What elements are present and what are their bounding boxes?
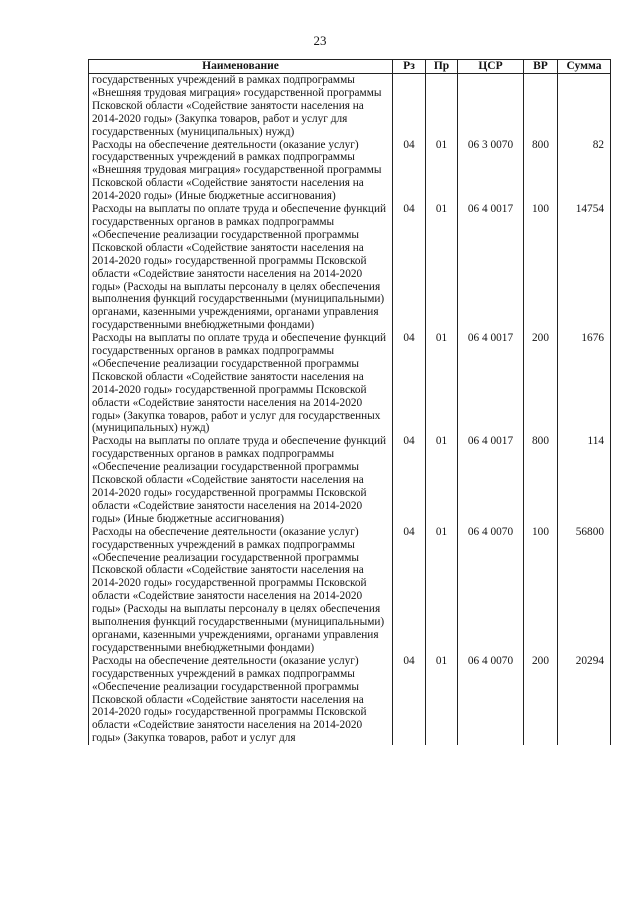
cell-rz: 04 <box>393 203 426 332</box>
cell-pr: 01 <box>426 655 458 745</box>
cell-pr: 01 <box>426 332 458 435</box>
cell-vr: 800 <box>524 435 558 525</box>
cell-rz: 04 <box>393 435 426 525</box>
cell-csr: 06 4 0017 <box>458 332 524 435</box>
page-number: 23 <box>313 33 327 48</box>
header-sum: Сумма <box>558 60 611 74</box>
continuation-text: государственных учреждений в рамках подпрограммы «Внешняя трудовая миграция» государственной программы Псковской области «Содействие занятости населения на 2014-2020 годы» (Закупка товаров, работ и услуг для государственных (муниципальных) нужд) <box>89 74 393 139</box>
budget-table <box>88 59 611 745</box>
cell-name: Расходы на выплаты по оплате труда и обеспечение функций государственных органов в рамках подпрограммы «Обеспечение реализации государственной программы Псковской области «Содействие занятости населения на 2014-2020 годы» государственной программы Псковской области «Содействие занятости населения на 2014-2020 годы» (Расходы на выплаты персоналу в целях обеспечения выполнения функций государственными (муниципальными) органами, казенными учреждениями, органами управления государственными внебюджетными фондами) <box>89 203 393 332</box>
cell-rz <box>393 74 426 139</box>
cell-sum: 14754 <box>558 203 611 332</box>
cell-csr: 06 4 0017 <box>458 435 524 525</box>
table-row <box>89 139 611 204</box>
cell-rz: 04 <box>393 332 426 435</box>
cell-vr <box>524 74 558 139</box>
cell-vr: 200 <box>524 655 558 745</box>
header-pr: Пр <box>426 60 458 74</box>
cell-vr: 100 <box>524 526 558 655</box>
header-name: Наименование <box>89 60 393 74</box>
cell-pr: 01 <box>426 203 458 332</box>
cell-rz: 04 <box>393 655 426 745</box>
table-row <box>89 203 611 332</box>
cell-csr: 06 4 0070 <box>458 655 524 745</box>
cell-sum: 56800 <box>558 526 611 655</box>
cell-sum: 20294 <box>558 655 611 745</box>
header-rz: Рз <box>393 60 426 74</box>
table-header-row <box>89 60 611 74</box>
header-csr: ЦСР <box>458 60 524 74</box>
table-row <box>89 332 611 435</box>
cell-pr: 01 <box>426 139 458 204</box>
cell-vr: 100 <box>524 203 558 332</box>
cell-csr: 06 3 0070 <box>458 139 524 204</box>
cell-sum: 82 <box>558 139 611 204</box>
table-row <box>89 526 611 655</box>
table-row <box>89 655 611 745</box>
cell-pr: 01 <box>426 526 458 655</box>
cell-vr: 200 <box>524 332 558 435</box>
cell-sum: 114 <box>558 435 611 525</box>
cell-csr: 06 4 0070 <box>458 526 524 655</box>
cell-rz: 04 <box>393 526 426 655</box>
cell-pr: 01 <box>426 435 458 525</box>
cell-name: Расходы на обеспечение деятельности (оказание услуг) государственных учреждений в рамках подпрограммы «Обеспечение реализации государственной программы Псковской области «Содействие занятости населения на 2014-2020 годы» государственной программы Псковской области «Содействие занятости населения на 2014-2020 годы» (Расходы на выплаты персоналу в целях обеспечения выполнения функций государственными (муниципальными) органами, казенными учреждениями, органами управления государственными внебюджетными фондами) <box>89 526 393 655</box>
cell-pr <box>426 74 458 139</box>
cell-name: Расходы на обеспечение деятельности (оказание услуг) государственных учреждений в рамках подпрограммы «Внешняя трудовая миграция» государственной программы Псковской области «Содействие занятости населения на 2014-2020 годы» (Иные бюджетные ассигнования) <box>89 139 393 204</box>
cell-name: Расходы на выплаты по оплате труда и обеспечение функций государственных органов в рамках подпрограммы «Обеспечение реализации государственной программы Псковской области «Содействие занятости населения на 2014-2020 годы» государственной программы Псковской области «Содействие занятости населения на 2014-2020 годы» (Иные бюджетные ассигнования) <box>89 435 393 525</box>
table-row-continuation <box>89 74 611 139</box>
cell-sum: 1676 <box>558 332 611 435</box>
cell-csr <box>458 74 524 139</box>
table-row <box>89 435 611 525</box>
cell-sum <box>558 74 611 139</box>
cell-name: Расходы на обеспечение деятельности (оказание услуг) государственных учреждений в рамках подпрограммы «Обеспечение реализации государственной программы Псковской области «Содействие занятости населения на 2014-2020 годы» государственной программы Псковской области «Содействие занятости населения на 2014-2020 годы» (Закупка товаров, работ и услуг для <box>89 655 393 745</box>
cell-csr: 06 4 0017 <box>458 203 524 332</box>
cell-rz: 04 <box>393 139 426 204</box>
cell-vr: 800 <box>524 139 558 204</box>
cell-name: Расходы на выплаты по оплате труда и обеспечение функций государственных органов в рамках подпрограммы «Обеспечение реализации государственной программы Псковской области «Содействие занятости населения на 2014-2020 годы» государственной программы Псковской области «Содействие занятости населения на 2014-2020 годы» (Закупка товаров, работ и услуг для государственных (муниципальных) нужд) <box>89 332 393 435</box>
header-vr: ВР <box>524 60 558 74</box>
